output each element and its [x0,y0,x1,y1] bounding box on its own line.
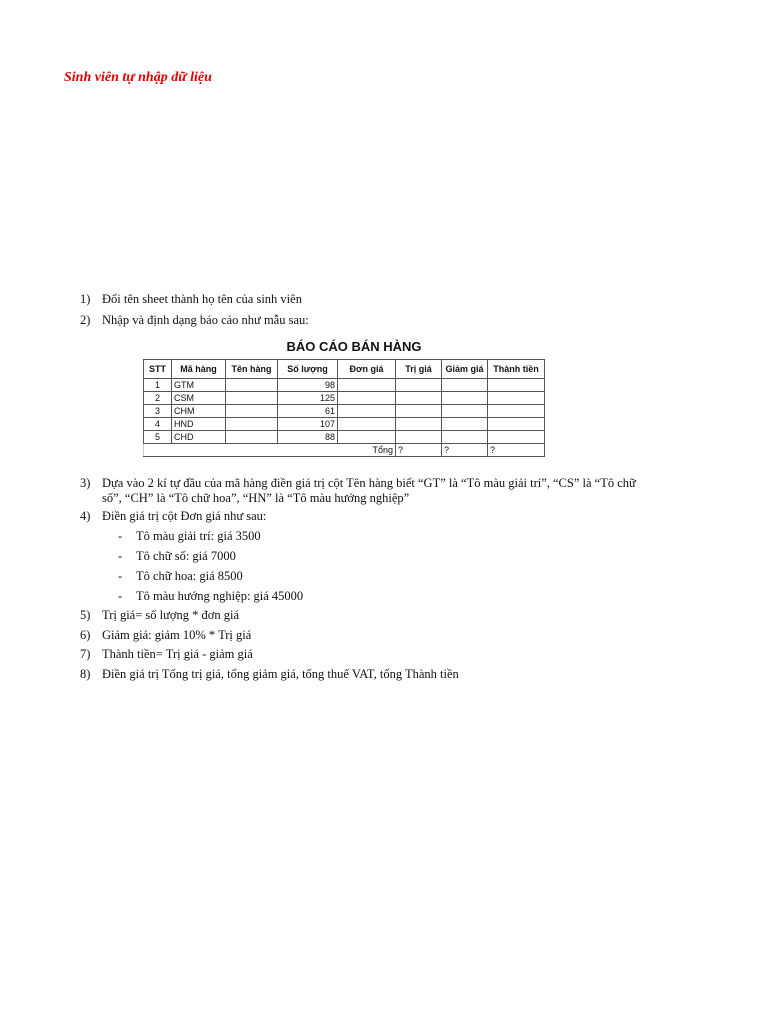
cell-ten-hang [226,379,278,392]
cell-stt: 2 [144,392,172,405]
instruction-note: Sinh viên tự nhập dữ liệu [64,70,212,85]
header-thanh-tien: Thành tiền [488,360,545,379]
cell-stt: 3 [144,405,172,418]
step-text: Điền giá trị cột Đơn giá như sau: [102,509,267,523]
step-text: Trị giá= số lượng * đơn giá [102,608,240,622]
cell-don-gia [338,392,396,405]
total-thanh-tien: ? [488,444,545,457]
total-giam-gia: ? [442,444,488,457]
report-grid [143,359,545,457]
header-tri-gia: Trị giá [396,360,442,379]
price-item [118,529,261,544]
step-text: Thành tiền= Trị giá - giảm giá [102,647,253,661]
step-5 [80,608,239,623]
header-so-luong: Số lượng [278,360,338,379]
cell-thanh-tien [488,379,545,392]
header-giam-gia: Giảm giá [442,360,488,379]
cell-stt: 5 [144,431,172,444]
step-number: 2) [80,313,91,327]
step-number: 1) [80,292,91,306]
cell-so-luong: 98 [278,379,338,392]
cell-thanh-tien [488,392,545,405]
step-number: 3) [80,476,91,490]
price-text: Tô chữ hoa: giá 8500 [136,569,243,583]
dash-bullet: - [118,549,123,563]
step-6 [80,628,251,643]
step-text: Điền giá trị Tổng trị giá, tổng giảm giá, tổng thuế VAT, tổng Thành tiền [102,667,459,681]
cell-don-gia [338,405,396,418]
cell-ten-hang [226,418,278,431]
table-row [144,405,545,418]
cell-stt: 4 [144,418,172,431]
cell-giam-gia [442,379,488,392]
step-1 [80,292,302,307]
step-text: Đổi tên sheet thành họ tên của sinh viên [102,292,302,306]
cell-giam-gia [442,418,488,431]
cell-ma-hang: CSM [172,392,226,405]
cell-don-gia [338,379,396,392]
step-number: 4) [80,509,91,523]
step-number: 6) [80,628,91,642]
cell-thanh-tien [488,418,545,431]
cell-thanh-tien [488,405,545,418]
price-item [118,549,236,564]
table-row [144,418,545,431]
step-3 [80,476,647,506]
cell-tri-gia [396,431,442,444]
dash-bullet: - [118,589,123,603]
step-number: 7) [80,647,91,661]
cell-giam-gia [442,392,488,405]
header-don-gia: Đơn giá [338,360,396,379]
step-text: Dựa vào 2 kí tự đầu của mã hàng điền giá trị cột Tên hàng biết “GT” là “Tô màu giải trí”, “CS” là “Tô chữ số”, “CH” là “Tô chữ hoa”, “HN” là “Tô màu hướng nghiệp” [102,476,636,505]
dash-bullet: - [118,529,123,543]
step-2 [80,313,309,328]
cell-ten-hang [226,392,278,405]
price-text: Tô màu hướng nghiệp: giá 45000 [136,589,304,603]
table-row [144,392,545,405]
report-title: BÁO CÁO BÁN HÀNG [286,339,422,354]
header-ten-hang: Tên hàng [226,360,278,379]
cell-tri-gia [396,392,442,405]
cell-stt: 1 [144,379,172,392]
step-text: Giảm giá: giảm 10% * Trị giá [102,628,252,642]
total-label: Tổng [144,444,396,457]
cell-so-luong: 61 [278,405,338,418]
price-item [118,569,243,584]
header-row [144,360,545,379]
cell-tri-gia [396,405,442,418]
cell-ma-hang: HND [172,418,226,431]
cell-ma-hang: CHD [172,431,226,444]
cell-so-luong: 88 [278,431,338,444]
total-tri-gia: ? [396,444,442,457]
total-row [144,444,545,457]
sales-report-table [143,335,545,465]
header-stt: STT [144,360,172,379]
step-4 [80,509,266,524]
cell-ma-hang: CHM [172,405,226,418]
step-number: 5) [80,608,91,622]
step-7 [80,647,253,662]
step-text: Nhập và định dạng báo cáo như mẫu sau: [102,313,309,327]
price-text: Tô chữ số: giá 7000 [136,549,236,563]
cell-ma-hang: GTM [172,379,226,392]
price-text: Tô màu giải trí: giá 3500 [136,529,261,543]
cell-so-luong: 107 [278,418,338,431]
table-row [144,431,545,444]
step-8 [80,667,459,682]
step-number: 8) [80,667,91,681]
price-item [118,589,303,604]
cell-tri-gia [396,418,442,431]
cell-giam-gia [442,405,488,418]
cell-ten-hang [226,431,278,444]
cell-don-gia [338,418,396,431]
cell-so-luong: 125 [278,392,338,405]
cell-thanh-tien [488,431,545,444]
cell-ten-hang [226,405,278,418]
cell-tri-gia [396,379,442,392]
cell-don-gia [338,431,396,444]
dash-bullet: - [118,569,123,583]
table-row [144,379,545,392]
header-ma-hang: Mã hàng [172,360,226,379]
cell-giam-gia [442,431,488,444]
